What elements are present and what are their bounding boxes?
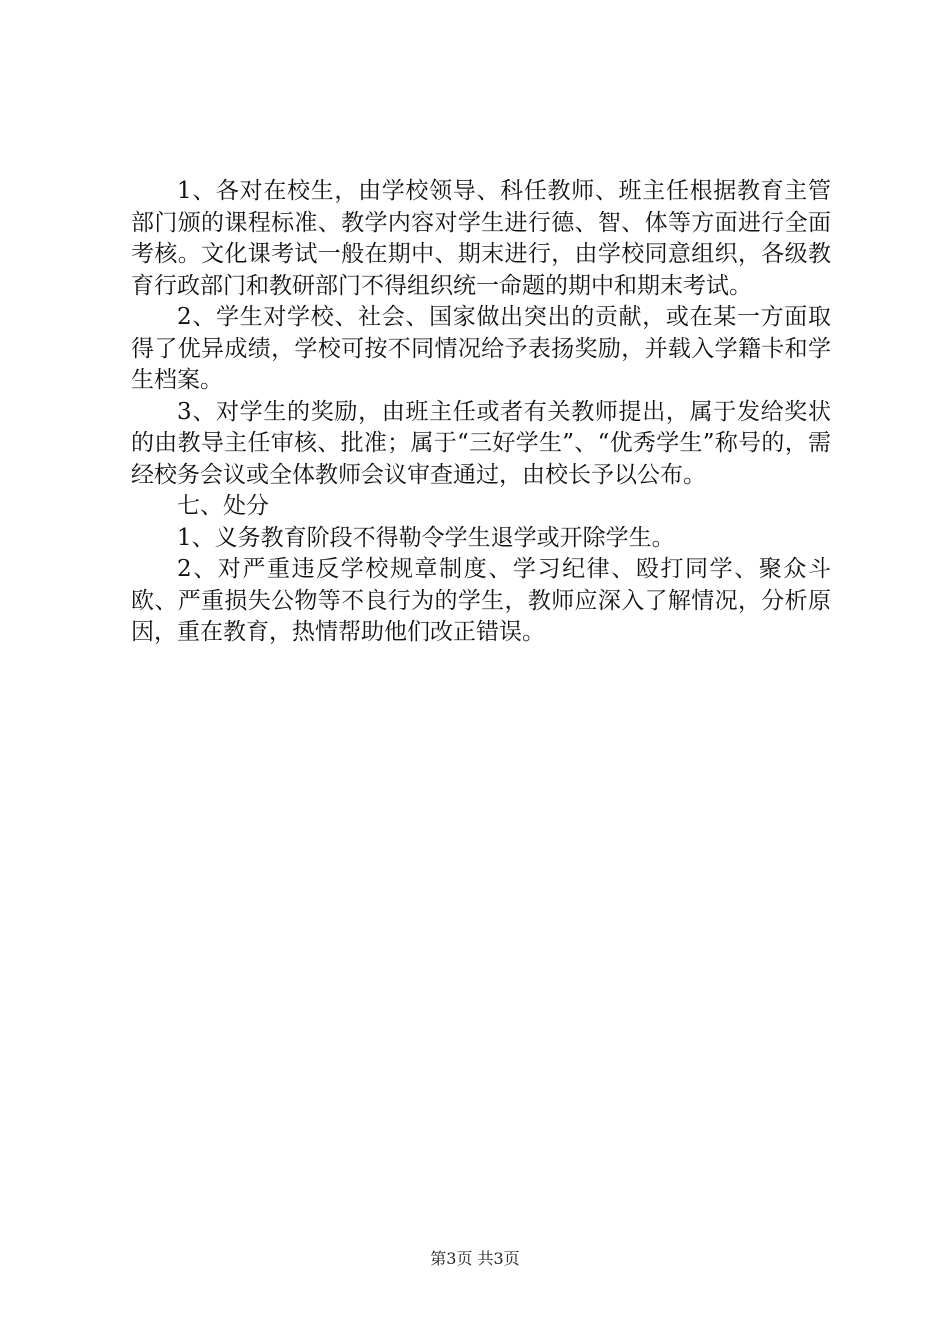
section-heading-discipline: 七、处分	[177, 493, 269, 519]
document-body	[131, 176, 831, 649]
paragraph-student-rewards: 2、学生对学校、社会、国家做出突出的贡献，或在某一方面取得了优异成绩，学校可按不同情况给予表扬奖励，并载入学籍卡和学生档案。	[131, 304, 831, 393]
paragraph-misconduct-handling: 2、对严重违反学校规章制度、学习纪律、殴打同学、聚众斗欧、严重损失公物等不良行为的学生，教师应深入了解情况，分析原因，重在教育，热情帮助他们改正错误。	[131, 556, 831, 645]
paragraph-no-expulsion: 1、义务教育阶段不得勒令学生退学或开除学生。	[177, 524, 675, 551]
paragraph-exam-assessment: 1、各对在校生，由学校领导、科任教师、班主任根据教育主管部门颁的课程标准、教学内容对学生进行德、智、体等方面进行全面考核。文化课考试一般在期中、期末进行，由学校同意组织，各级教育行政部门和教研部门不得组织统一命题的期中和期末考试。	[131, 178, 831, 299]
page-number-footer: 第3页 共3页	[430, 1249, 520, 1268]
paragraph-reward-approval: 3、对学生的奖励，由班主任或者有关教师提出，属于发给奖状的由教导主任审核、批准；属于“三好学生”、“优秀学生”称号的，需经校务会议或全体教师会议审查通过，由校长予以公布。	[131, 398, 831, 488]
